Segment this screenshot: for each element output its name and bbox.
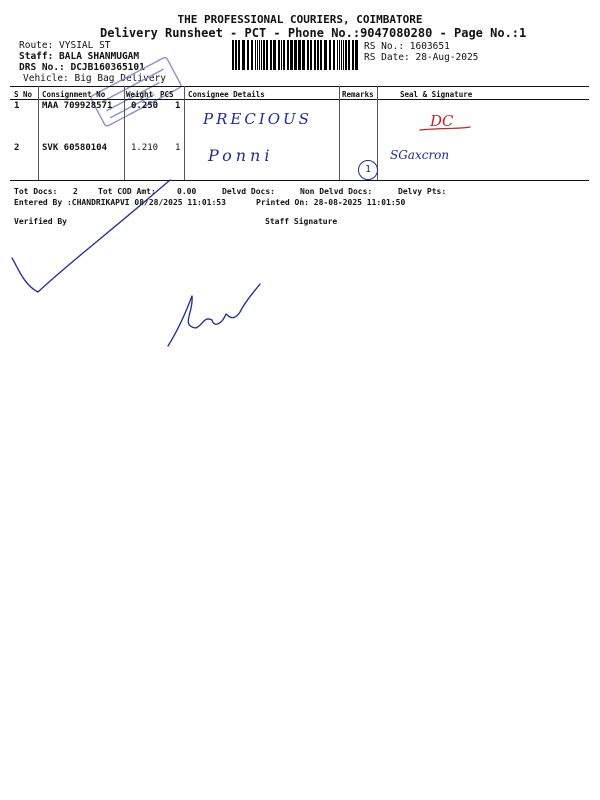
barcode-bar xyxy=(281,40,282,70)
barcode-bar xyxy=(314,40,316,70)
header-seal-signature: Seal & Signature xyxy=(400,90,473,99)
barcode-bar xyxy=(352,40,354,70)
company-name: THE PROFESSIONAL COURIERS, COIMBATORE xyxy=(177,13,423,26)
barcode-bar xyxy=(329,40,331,70)
barcode-bar xyxy=(320,40,322,70)
vehicle: Vehicle: Big Bag Delivery xyxy=(23,73,166,84)
runsheet-title: Delivery Runsheet - PCT - Phone No.:9047080280 - Page No.:1 xyxy=(100,26,527,40)
barcode-bar xyxy=(270,40,272,70)
row2-sno: 2 xyxy=(14,143,20,153)
header-sno: S No xyxy=(14,90,33,99)
barcode-bar xyxy=(310,40,312,70)
barcode-bar xyxy=(238,40,240,70)
barcode-bar xyxy=(307,40,309,70)
barcode-bar xyxy=(263,40,265,70)
row1-consignment: MAA 709928571 xyxy=(42,101,113,111)
barcode-bar xyxy=(255,40,256,70)
verification-tick-stroke xyxy=(12,180,170,292)
barcode-bar xyxy=(339,40,340,70)
barcode-bar xyxy=(302,40,305,70)
header-consignment: Consignment No xyxy=(42,90,106,99)
row1-seal-signature: DC xyxy=(430,112,454,130)
barcode-bar xyxy=(287,40,289,70)
col-divider xyxy=(124,86,125,180)
barcode-bar xyxy=(247,40,249,70)
header-weight: Weight xyxy=(126,90,154,99)
drs-number: DRS No.: DCJB160365101 xyxy=(19,62,145,73)
col-divider xyxy=(339,86,340,180)
barcode-bar xyxy=(266,40,268,70)
barcode-bar xyxy=(341,40,342,70)
barcode xyxy=(232,40,360,70)
staff: Staff: BALA SHANMUGAM xyxy=(19,51,140,62)
row2-weight: 1.210 xyxy=(131,143,159,153)
table-header-divider xyxy=(10,99,589,100)
barcode-bar xyxy=(261,40,262,70)
barcode-bar xyxy=(343,40,344,70)
col-divider xyxy=(38,86,39,180)
barcode-bar xyxy=(259,40,260,70)
row1-weight: 0.250 xyxy=(131,101,159,111)
row2-pcs: 1 xyxy=(175,143,181,153)
verified-by-label: Verified By xyxy=(14,217,67,226)
row2-remarks-circled: 1 xyxy=(358,160,378,180)
barcode-bar xyxy=(333,40,335,70)
tot-docs-value: 2 xyxy=(73,187,78,196)
staff-signature-label: Staff Signature xyxy=(265,217,338,226)
barcode-bar xyxy=(251,40,253,70)
barcode-bar xyxy=(278,40,280,70)
barcode-bar xyxy=(242,40,245,70)
barcode-bar xyxy=(355,40,358,70)
barcode-bar xyxy=(257,40,258,70)
table-bottom-border xyxy=(10,180,589,181)
row2-seal-signature: SGaxcron xyxy=(390,148,450,162)
barcode-bar xyxy=(235,40,237,70)
col-divider xyxy=(184,86,185,180)
tot-cod-value: 0.00 xyxy=(177,187,197,196)
row1-sno: 1 xyxy=(14,101,20,111)
barcode-bar xyxy=(317,40,319,70)
barcode-bar xyxy=(232,40,234,70)
barcode-bar xyxy=(348,40,350,70)
route: Route: VYSIAL ST xyxy=(19,40,111,51)
header-pcs: PCS xyxy=(160,90,174,99)
non-delvd-docs: Non Delvd Docs: xyxy=(300,187,373,196)
barcode-bar xyxy=(345,40,347,70)
row2-consignee-handwritten: Ponni xyxy=(208,146,274,165)
tot-cod-label: Tot COD Amt: xyxy=(98,187,156,196)
barcode-bar xyxy=(283,40,285,70)
rs-number: RS No.: 1603651 xyxy=(364,41,450,52)
printed-on: Printed On: 28-08-2025 11:01:50 xyxy=(256,198,406,207)
staff-signature-scrawl xyxy=(168,284,260,346)
delvy-pts: Delvy Pts: xyxy=(398,187,447,196)
barcode-bar xyxy=(290,40,293,70)
entered-by: Entered By :CHANDRIKAPVI 08/28/2025 11:01:53 xyxy=(14,198,226,207)
row1-consignee-handwritten: PRECIOUS xyxy=(203,110,312,128)
delvd-docs: Delvd Docs: xyxy=(222,187,275,196)
header-remarks: Remarks xyxy=(342,90,374,99)
table-top-border xyxy=(10,86,589,87)
barcode-bar xyxy=(294,40,297,70)
barcode-bar xyxy=(273,40,276,70)
barcode-bar xyxy=(298,40,301,70)
header-consignee: Consignee Details xyxy=(188,90,265,99)
barcode-bar xyxy=(337,40,338,70)
row1-pcs: 1 xyxy=(175,101,181,111)
barcode-bar xyxy=(324,40,327,70)
rs-date: RS Date: 28-Aug-2025 xyxy=(364,52,479,63)
tot-docs-label: Tot Docs: xyxy=(14,187,58,196)
row2-consignment: SVK 60580104 xyxy=(42,143,108,153)
